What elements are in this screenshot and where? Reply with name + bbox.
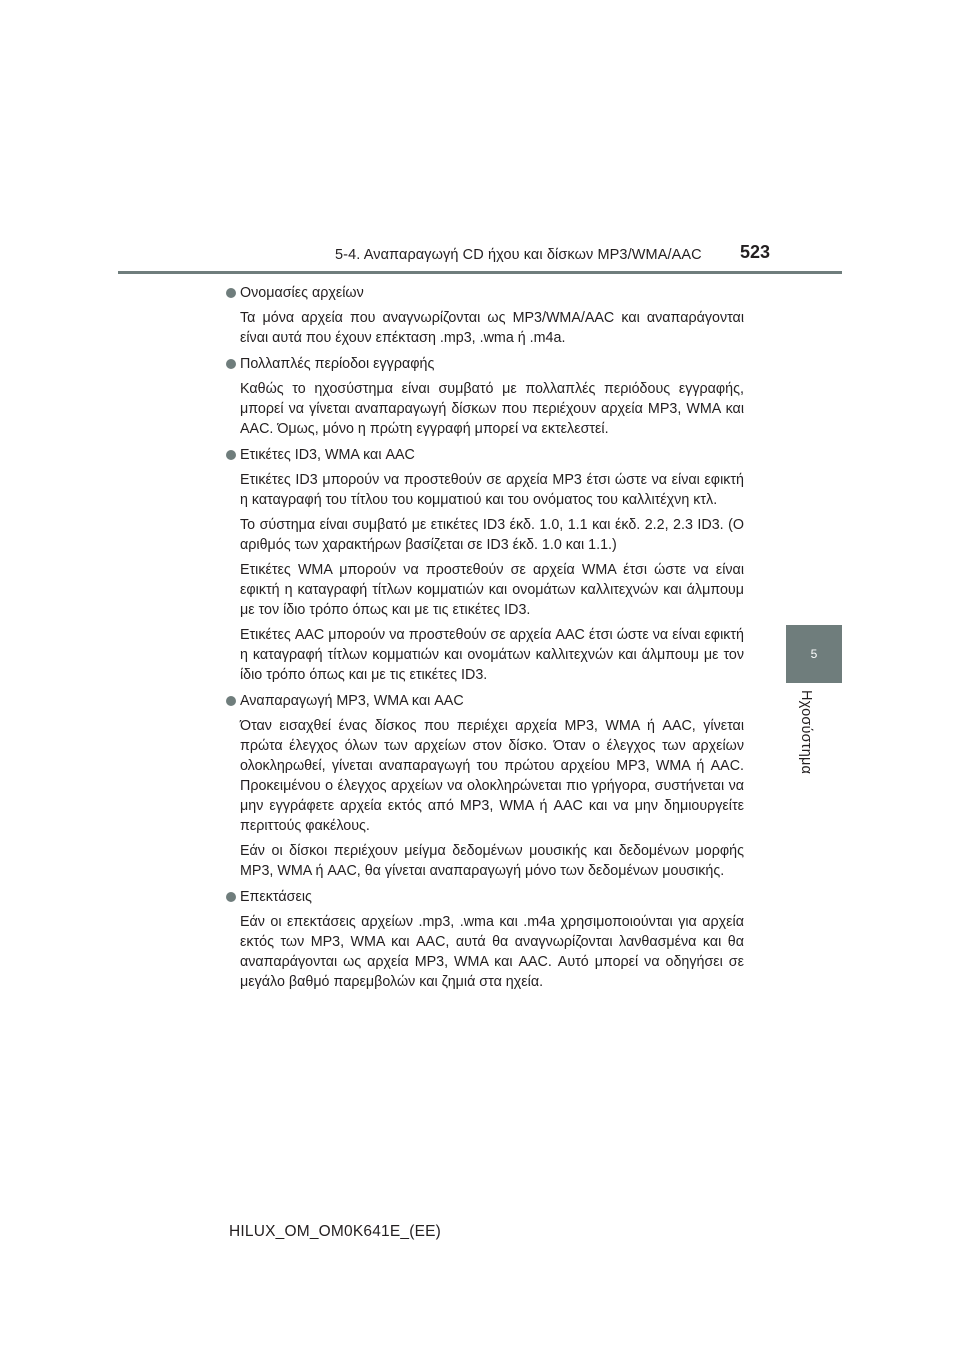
content-item [226,354,744,439]
content-item [226,283,744,348]
header-divider [118,271,842,274]
main-content [226,283,744,998]
content-item [226,691,744,881]
body-paragraph: Εάν οι επεκτάσεις αρχείων .mp3, .wma και .m4a χρησιμοποιούνται για αρχεία εκτός των MP3, WMA και AAC, αυτά θα αναγνωρίζονται λανθασμένα και θα αναπαράγονται ως αρχεία MP3, WMA και AAC. Αυτό μπορεί να οδηγήσει σε μεγάλο βαθμό παρεμβολών και ζημιά στα ηχεία. [240,914,744,990]
item-heading-text: Πολλαπλές περίοδοι εγγραφής [240,356,435,372]
item-body [226,308,744,348]
item-heading-text: Επεκτάσεις [240,889,312,905]
body-paragraph: Εάν οι δίσκοι περιέχουν μείγμα δεδομένων μουσικής και δεδομένων μορφής MP3, WMA ή AAC, θα γίνεται αναπαραγωγή μόνο των δεδομένων μουσικής. [240,843,744,879]
page-number: 523 [740,242,771,262]
bullet-icon [226,288,236,298]
chapter-label: Ηχοσύστημα [798,690,814,775]
bullet-icon [226,892,236,902]
item-heading [226,445,744,465]
body-paragraph: Τα μόνα αρχεία που αναγνωρίζονται ως MP3/WMA/AAC και αναπαράγονται είναι αυτά που έχουν επέκταση .mp3, .wma ή .m4a. [240,310,744,346]
item-body [226,470,744,685]
content-item [226,887,744,992]
bullet-icon [226,450,236,460]
item-heading [226,691,744,711]
body-paragraph: Ετικέτες WMA μπορούν να προστεθούν σε αρχεία WMA έτσι ώστε να είναι εφικτή η καταγραφή τίτλων κομματιών και ονομάτων καλλιτεχνών και άλμπουμ με τον ίδιο τρόπο όπως και με τις ετικέτες ID3. [240,562,744,618]
item-body [226,912,744,992]
bullet-icon [226,696,236,706]
body-paragraph: Ετικέτες ID3 μπορούν να προστεθούν σε αρχεία MP3 έτσι ώστε να είναι εφικτή η καταγραφή του τίτλου του κομματιού και του ονόματος του καλλιτέχνη κτλ. [240,472,744,508]
content-item [226,445,744,685]
item-heading [226,887,744,907]
chapter-tab[interactable] [786,625,842,683]
document-code: HILUX_OM_OM0K641E_(EE) [229,1223,442,1240]
item-body [226,379,744,439]
body-paragraph: Ετικέτες AAC μπορούν να προστεθούν σε αρχεία AAC έτσι ώστε να είναι εφικτή η καταγραφή τίτλων κομματιών και ονομάτων καλλιτεχνών και άλμπουμ με τον ίδιο τρόπο όπως και με τις ετικέτες ID3. [240,627,744,683]
body-paragraph: Το σύστημα είναι συμβατό με ετικέτες ID3 έκδ. 1.0, 1.1 και έκδ. 2.2, 2.3 ID3. (Ο αριθμός των χαρακτήρων βασίζεται σε ID3 έκδ. 1.0 και 1.1.) [240,517,744,553]
body-paragraph: Όταν εισαχθεί ένας δίσκος που περιέχει αρχεία MP3, WMA ή AAC, γίνεται πρώτα έλεγχος όλων των αρχείων στον δίσκο. Όταν ο έλεγχος των αρχείων ολοκληρωθεί, γίνεται αναπαραγωγή του πρώτου αρχείου MP3, WMA ή AAC. Προκειμένου ο έλεγχος αρχείων να ολοκληρώνεται πιο γρήγορα, συστήνεται να μην εγγράφετε αρχεία εκτός από MP3, WMA ή AAC και να μην δημιουργείτε περιττούς φακέλους. [240,718,744,834]
item-heading-text: Ετικέτες ID3, WMA και AAC [240,447,415,463]
item-heading [226,283,744,303]
section-title: 5-4. Αναπαραγωγή CD ήχου και δίσκων MP3/WMA/AAC [335,247,702,263]
body-paragraph: Καθώς το ηχοσύστημα είναι συμβατό με πολλαπλές περιόδους εγγραφής, μπορεί να γίνεται αναπαραγωγή δίσκων που περιέχουν αρχεία MP3, WMA και AAC. Όμως, μόνο η πρώτη εγγραφή μπορεί να εκτελεστεί. [240,381,744,437]
item-heading-text: Αναπαραγωγή MP3, WMA και AAC [240,693,464,709]
item-heading-text: Ονομασίες αρχείων [240,285,364,301]
item-body [226,716,744,881]
bullet-icon [226,359,236,369]
chapter-number: 5 [810,647,818,661]
item-heading [226,354,744,374]
